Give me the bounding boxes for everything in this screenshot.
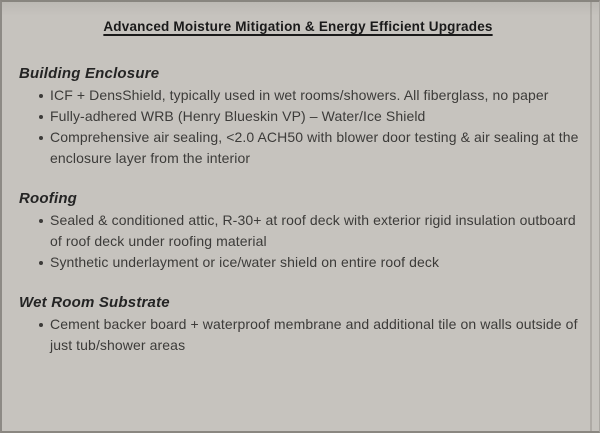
bullet-item: Comprehensive air sealing, <2.0 ACH50 with blower door testing & air sealing at the enclosure layer from the interior bbox=[50, 127, 579, 169]
bullet-list bbox=[17, 314, 579, 356]
bullet-list bbox=[17, 210, 579, 273]
section-heading: Building Enclosure bbox=[19, 65, 160, 82]
bullet-item: Sealed & conditioned attic, R-30+ at roof deck with exterior rigid insulation outboard of roof deck under roofing material bbox=[50, 210, 579, 252]
slide-content bbox=[2, 2, 599, 356]
section-roofing bbox=[17, 190, 579, 273]
section-wet-room-substrate bbox=[17, 294, 579, 356]
bullet-item: Cement backer board + waterproof membrane and additional tile on walls outside of just tub/shower areas bbox=[50, 314, 579, 356]
bullet-list bbox=[17, 85, 579, 169]
section-heading: Wet Room Substrate bbox=[19, 294, 170, 311]
page-edge-stripe bbox=[590, 2, 592, 431]
section-heading: Roofing bbox=[19, 190, 78, 207]
page-title: Advanced Moisture Mitigation & Energy Efficient Upgrades bbox=[103, 19, 493, 34]
section-building-enclosure bbox=[17, 65, 579, 169]
bullet-item: Fully-adhered WRB (Henry Blueskin VP) – Water/Ice Shield bbox=[50, 106, 579, 127]
bullet-item: Synthetic underlayment or ice/water shield on entire roof deck bbox=[50, 252, 579, 273]
bullet-item: ICF + DensShield, typically used in wet rooms/showers. All fiberglass, no paper bbox=[50, 85, 579, 106]
